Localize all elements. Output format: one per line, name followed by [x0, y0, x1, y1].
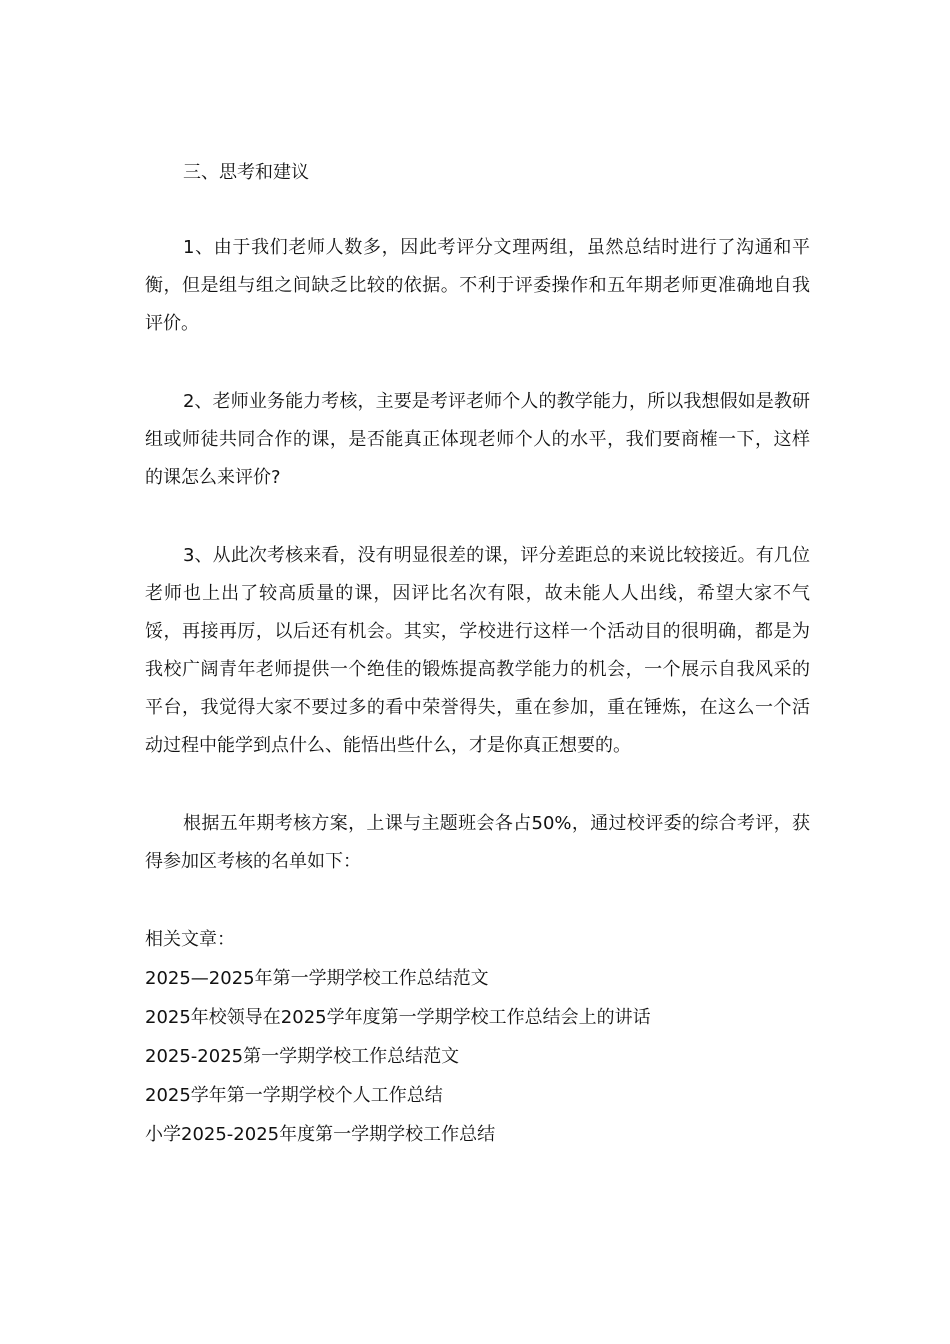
document-body	[145, 155, 810, 1154]
related-article-link[interactable]: 小学2025-2025年度第一学期学校工作总结	[145, 1124, 496, 1145]
related-article-link[interactable]: 2025-2025第一学期学校工作总结范文	[145, 1046, 460, 1067]
paragraph-4: 根据五年期考核方案，上课与主题班会各占50%，通过校评委的综合考评，获得参加区考核的名单如下：	[145, 813, 810, 872]
related-articles-title: 相关文章：	[145, 929, 235, 950]
related-article-link[interactable]: 2025年校领导在2025学年度第一学期学校工作总结会上的讲话	[145, 1007, 651, 1028]
paragraph-2: 2、老师业务能力考核，主要是考评老师个人的教学能力，所以我想假如是教研组或师徒共同合作的课，是否能真正体现老师个人的水平，我们要商榷一下，这样的课怎么来评价?	[145, 391, 810, 488]
paragraph-1: 1、由于我们老师人数多，因此考评分文理两组，虽然总结时进行了沟通和平衡，但是组与组之间缺乏比较的依据。不利于评委操作和五年期老师更准确地自我评价。	[145, 237, 810, 334]
paragraph-3: 3、从此次考核来看，没有明显很差的课，评分差距总的来说比较接近。有几位老师也上出了较高质量的课，因评比名次有限，故未能人人出线，希望大家不气馁，再接再厉，以后还有机会。其实，学校进行这样一个活动目的很明确，都是为我校广阔青年老师提供一个绝佳的锻炼提高教学能力的机会，一个展示自我风采的平台，我觉得大家不要过多的看中荣誉得失，重在参加，重在锤炼，在这么一个活动过程中能学到点什么、能悟出些什么，才是你真正想要的。	[145, 545, 810, 756]
related-articles	[145, 921, 810, 1154]
related-article-link[interactable]: 2025学年第一学期学校个人工作总结	[145, 1085, 443, 1106]
related-article-link[interactable]: 2025—2025年第一学期学校工作总结范文	[145, 968, 489, 989]
section-heading: 三、思考和建议	[183, 162, 309, 183]
